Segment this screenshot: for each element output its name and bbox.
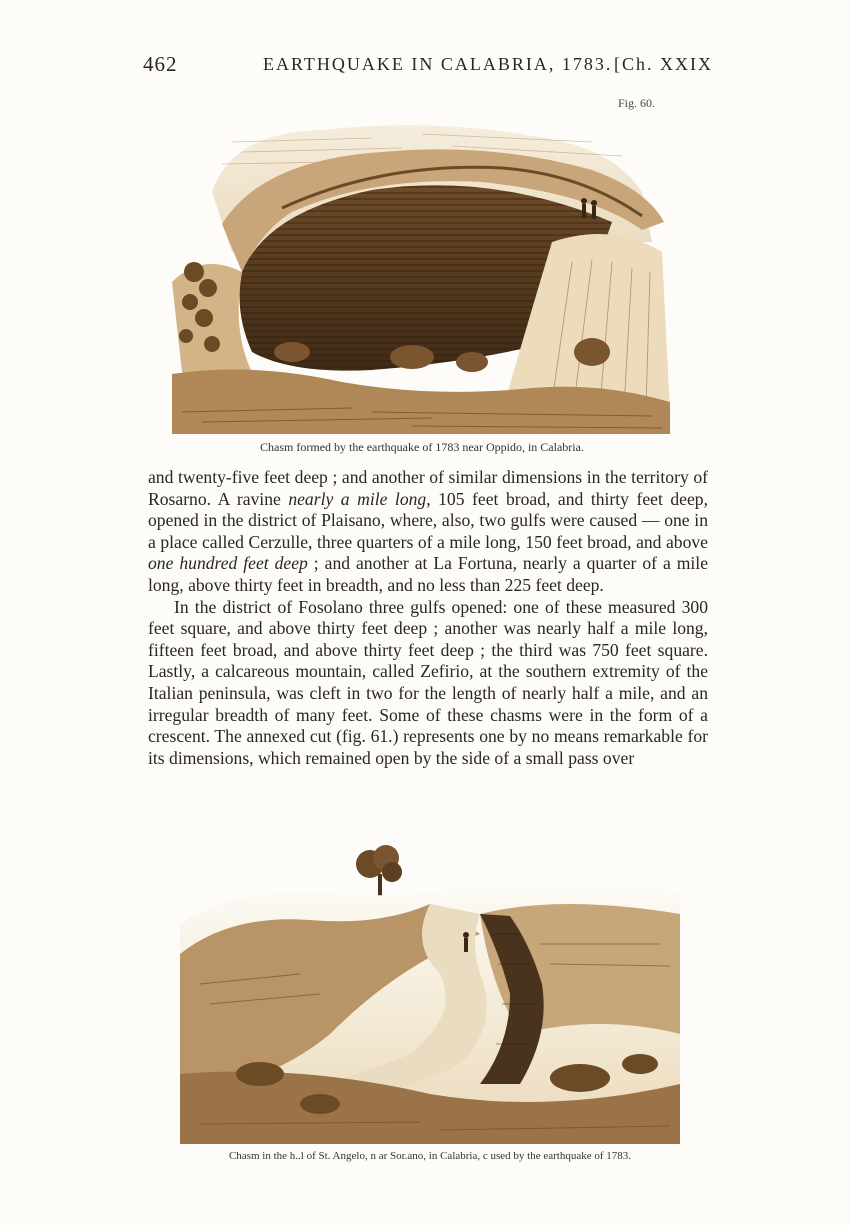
paragraph-1 (148, 467, 708, 597)
figure-60-caption: Chasm formed by the earthquake of 1783 near Oppido, in Calabria. (260, 440, 584, 454)
p1-emphasis-2: one hundred feet deep (148, 553, 308, 574)
figure-61-engraving (180, 834, 680, 1144)
running-title: EARTHQUAKE IN CALABRIA, 1783. (263, 54, 613, 74)
p1-emphasis-1: nearly a mile long (288, 488, 427, 509)
body-text (148, 467, 708, 769)
figure-60-label: Fig. 60. (618, 96, 656, 110)
figure-61-caption: Chasm in the h..l of St. Angelo, n ar Sor.ano, in Calabria, c used by the earthquake of 1783. (228, 1150, 632, 1162)
figure-60-engraving (172, 112, 672, 434)
paragraph-2: In the district of Fosolano three gulfs opened: one of these measured 300 feet square, and above thirty feet deep ; another was nearly half a mile long, fifteen feet broad, and above thirty feet deep ; the third was 750 feet square. Lastly, a calcareous mountain, called Zefirio, at the southern extremity of the Italian peninsula, was cleft in two for the length of nearly half a mile, and an irregular breadth of many feet. Some of these chasms were in the form of a crescent. The annexed cut (fig. 61.) represents one by no means remarkable for its dimensions, which remained open by the side of a small pass over (148, 596, 708, 768)
page-number: 462 (143, 52, 178, 76)
p1-text-a: and twenty-five feet deep ; and another of similar dimensions in the territory of Rosarno. A ravine (148, 467, 708, 509)
running-header (143, 52, 713, 82)
p1-text-b: , 105 feet broad, and thirty feet deep, opened in the district of Plaisano, where, also, two gulfs were caused — one in a place called Cerzulle, three quarters of a mile long, 150 feet broad, and above (148, 488, 708, 552)
p1-text-c: ; and another at La Fortuna, nearly a quarter of a mile long, above thirty feet in breadth, and no less than 225 feet deep. (148, 553, 709, 595)
chapter-reference: [Ch. XXIX (614, 54, 713, 74)
